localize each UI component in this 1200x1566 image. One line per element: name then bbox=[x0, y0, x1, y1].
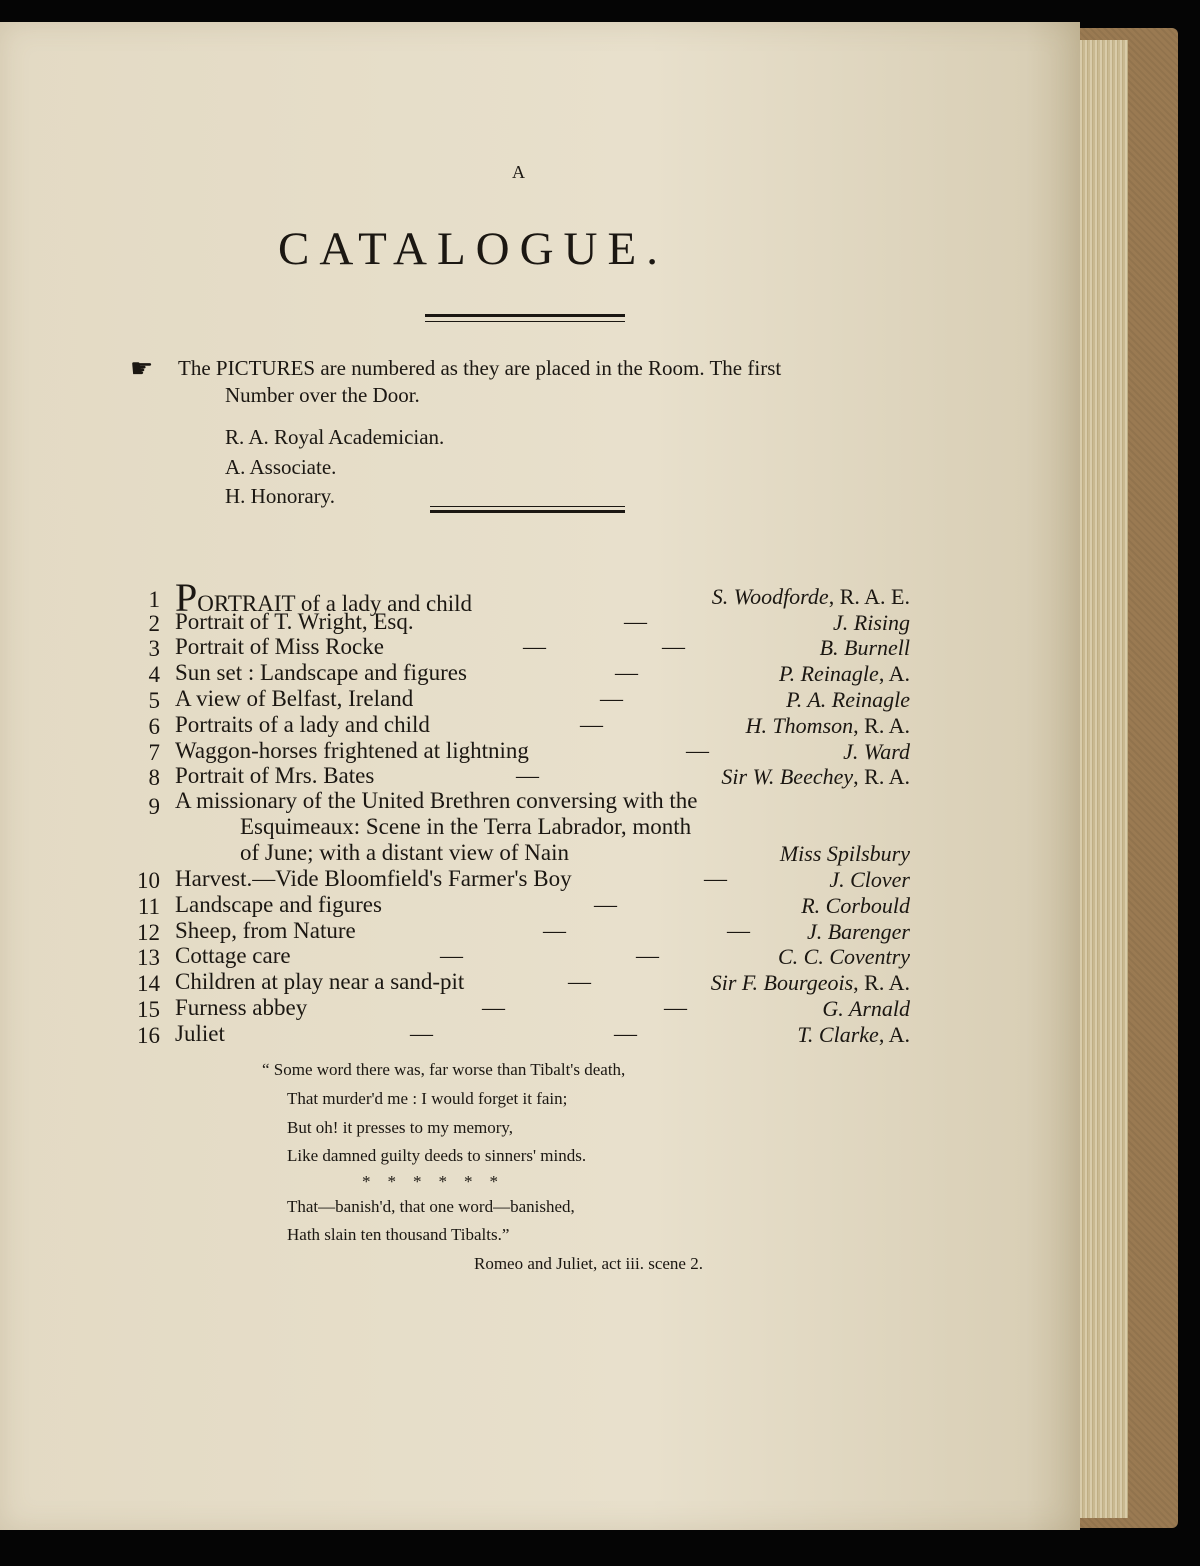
notice-line-2: Number over the Door. bbox=[225, 383, 420, 407]
entry-title: Cottage care bbox=[175, 943, 291, 968]
entry-artist bbox=[778, 944, 910, 970]
entry-number: 14 bbox=[137, 971, 160, 996]
entry-title: A missionary of the United Brethren conversing with the bbox=[175, 788, 698, 813]
entry-dash: — bbox=[624, 609, 647, 634]
book-page bbox=[0, 22, 1080, 1530]
entry-artist bbox=[833, 610, 910, 636]
artist-name: Sir F. Bourgeois bbox=[710, 970, 854, 995]
entry-dash: — bbox=[516, 763, 539, 788]
quote-asterisks: * * * * * * bbox=[362, 1172, 498, 1191]
artist-rank: , A. bbox=[878, 1022, 910, 1047]
entry-title: Juliet bbox=[175, 1021, 225, 1046]
entry-title: Landscape and figures bbox=[175, 892, 382, 917]
artist-name: G. Arnald bbox=[822, 996, 910, 1021]
entry-artist bbox=[721, 764, 910, 790]
entry-number: 3 bbox=[148, 636, 160, 661]
entry-dash: — bbox=[594, 892, 617, 917]
entry-title-continued: Esquimeaux: Scene in the Terra Labrador, month bbox=[240, 814, 692, 839]
artist-name: H. Thomson bbox=[745, 713, 854, 738]
entry-artist bbox=[711, 970, 910, 996]
entry-number: 4 bbox=[148, 662, 160, 687]
entry-dash: — bbox=[636, 943, 659, 968]
entry-artist bbox=[843, 739, 910, 765]
entry-title: Sun set : Landscape and figures bbox=[175, 660, 467, 685]
entry-number: 2 bbox=[148, 611, 160, 636]
entry-title: Sheep, from Nature bbox=[175, 918, 356, 943]
entry-dash: — bbox=[614, 1021, 637, 1046]
artist-name: P. A. Reinagle bbox=[786, 687, 910, 712]
entry-number: 6 bbox=[148, 714, 160, 739]
quote-line: Hath slain ten thousand Tibalts.” bbox=[287, 1225, 510, 1244]
quote-line: “ Some word there was, far worse than Tibalt's death, bbox=[262, 1060, 626, 1079]
title-rule bbox=[425, 314, 625, 317]
entry-artist bbox=[829, 867, 910, 893]
entry-title-initial: P bbox=[175, 575, 198, 620]
entry-title: Portraits of a lady and child bbox=[175, 712, 430, 737]
entry-number: 5 bbox=[148, 688, 160, 713]
entry-artist bbox=[807, 919, 910, 945]
pointing-hand-icon: ☛ bbox=[130, 354, 154, 383]
title-article: A bbox=[512, 162, 525, 182]
entry-dash: — bbox=[662, 634, 685, 659]
artist-name: C. C. Coventry bbox=[778, 944, 910, 969]
artist-name: J. Barenger bbox=[806, 919, 910, 944]
entry-dash: — bbox=[704, 866, 727, 891]
entry-dash: — bbox=[440, 943, 463, 968]
artist-name: Sir W. Beechey bbox=[721, 764, 854, 789]
entry-dash: — bbox=[686, 738, 709, 763]
entry-dash: — bbox=[543, 918, 566, 943]
key-royal-academician: R. A. Royal Academician. bbox=[225, 425, 445, 449]
entry-title: Furness abbey bbox=[175, 995, 308, 1020]
entry-title-rest: ORTRAIT of a lady and child bbox=[197, 591, 473, 616]
entry-number: 10 bbox=[137, 868, 160, 893]
artist-rank: , R. A. bbox=[853, 764, 910, 789]
artist-rank: , R. A. E. bbox=[828, 584, 910, 609]
entry-artist bbox=[801, 893, 910, 919]
entry-title: Waggon-horses frightened at lightning bbox=[175, 738, 529, 763]
entry-artist bbox=[786, 687, 910, 713]
entry-title-continued: of June; with a distant view of Nain bbox=[240, 840, 569, 865]
artist-name: B. Burnell bbox=[819, 635, 910, 660]
artist-rank: , A. bbox=[878, 661, 910, 686]
entry-number: 8 bbox=[148, 765, 160, 790]
entry-number: 1 bbox=[148, 587, 160, 612]
quote-line: That murder'd me : I would forget it fain; bbox=[287, 1089, 568, 1108]
entry-dash: — bbox=[523, 634, 546, 659]
entry-number: 11 bbox=[137, 894, 160, 919]
quote-line: That—banish'd, that one word—banished, bbox=[287, 1197, 575, 1216]
entry-number: 7 bbox=[148, 740, 160, 765]
key-rule bbox=[430, 510, 625, 513]
artist-name: T. Clarke bbox=[797, 1022, 879, 1047]
artist-name: J. Clover bbox=[829, 867, 910, 892]
entry-dash: — bbox=[482, 995, 505, 1020]
notice-line-1: The PICTURES are numbered as they are placed in the Room. The first bbox=[178, 356, 782, 380]
quote-line: But oh! it presses to my memory, bbox=[287, 1118, 514, 1137]
artist-name: Miss Spilsbury bbox=[779, 841, 910, 866]
artist-name: P. Reinagle bbox=[779, 661, 879, 686]
entry-artist bbox=[746, 713, 910, 739]
key-honorary: H. Honorary. bbox=[225, 484, 336, 508]
entry-dash: — bbox=[664, 995, 687, 1020]
artist-name: R. Corbould bbox=[801, 893, 910, 918]
artist-rank: , R. A. bbox=[853, 970, 910, 995]
artist-name: J. Ward bbox=[843, 739, 910, 764]
entry-dash: — bbox=[727, 918, 750, 943]
entry-dash: — bbox=[600, 686, 623, 711]
entry-artist bbox=[780, 841, 910, 867]
entry-title: A view of Belfast, Ireland bbox=[175, 686, 414, 711]
page-title: CATALOGUE. bbox=[278, 223, 668, 275]
key-rule-thin bbox=[430, 506, 625, 507]
entry-dash: — bbox=[580, 712, 603, 737]
title-rule-thin bbox=[425, 321, 625, 322]
entry-number: 16 bbox=[137, 1023, 160, 1048]
quote-source: Romeo and Juliet, act iii. scene 2. bbox=[474, 1254, 703, 1273]
entry-number: 13 bbox=[137, 945, 160, 970]
entry-artist bbox=[712, 584, 910, 610]
entry-artist bbox=[797, 1022, 910, 1048]
entry-dash: — bbox=[410, 1021, 433, 1046]
entry-dash: — bbox=[615, 660, 638, 685]
artist-name: J. Rising bbox=[833, 610, 910, 635]
entry-title: Portrait of T. Wright, Esq. bbox=[175, 609, 414, 634]
quote-line: Like damned guilty deeds to sinners' minds. bbox=[287, 1146, 587, 1165]
entry-title: Children at play near a sand-pit bbox=[175, 969, 465, 994]
entry-title: Portrait of Miss Rocke bbox=[175, 634, 384, 659]
entry-artist bbox=[822, 996, 910, 1022]
entry-dash: — bbox=[568, 969, 591, 994]
key-associate: A. Associate. bbox=[225, 455, 337, 479]
entry-title: Portrait of Mrs. Bates bbox=[175, 763, 375, 788]
entry-title: Harvest.—Vide Bloomfield's Farmer's Boy bbox=[175, 866, 572, 891]
artist-name: S. Woodforde bbox=[711, 584, 829, 609]
entry-number: 9 bbox=[148, 794, 160, 819]
entry-number: 15 bbox=[137, 997, 160, 1022]
entry-number: 12 bbox=[137, 920, 160, 945]
artist-rank: , R. A. bbox=[853, 713, 910, 738]
entry-artist bbox=[820, 635, 910, 661]
entry-artist bbox=[779, 661, 910, 687]
